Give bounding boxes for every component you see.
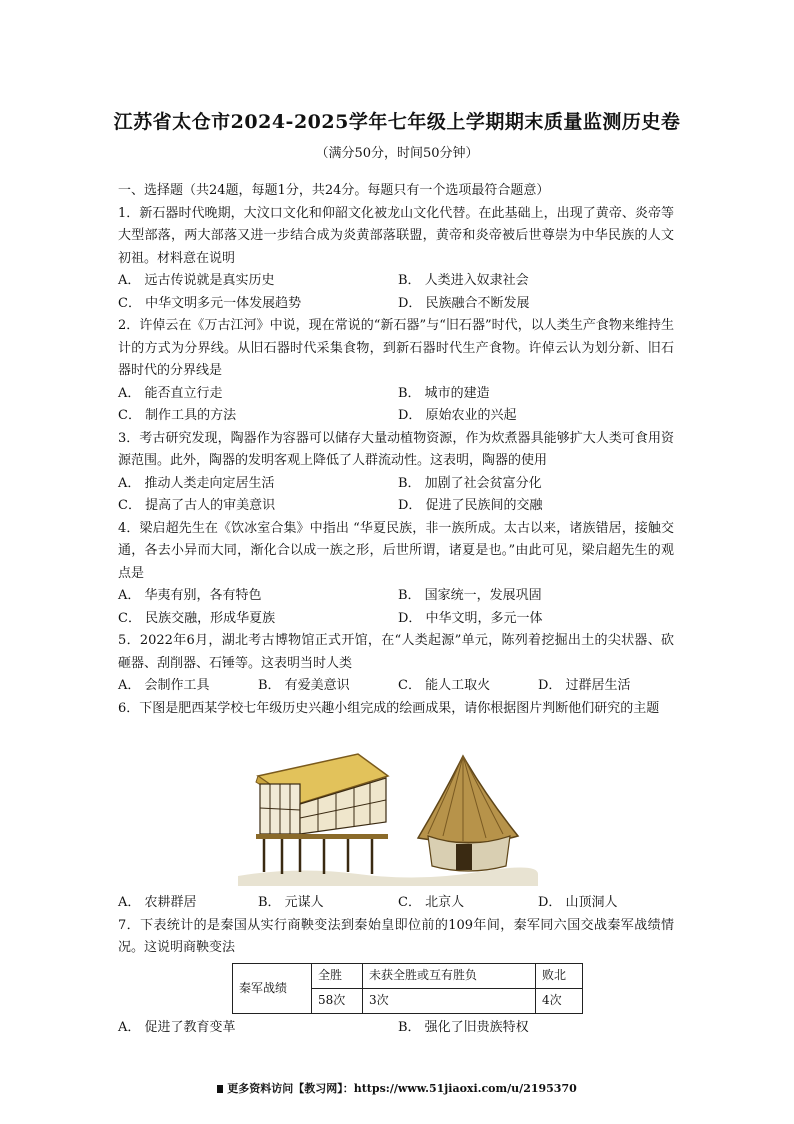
question-3-options — [118, 473, 674, 518]
option: C． 中华文明多元一体发展趋势 — [118, 295, 302, 311]
option: A． 华夷有别，各有特色 — [118, 588, 262, 603]
option: B． 城市的建造 — [398, 385, 490, 401]
option: A． 促进了教育变革 — [118, 1019, 236, 1035]
option: A． 农耕群居 — [118, 895, 197, 910]
option: D． 山顶洞人 — [538, 895, 618, 910]
question-7-options — [118, 1017, 674, 1040]
table-header-cell: 全胜 — [312, 963, 363, 988]
question-4-options — [118, 585, 674, 630]
option: A． 远古传说就是真实历史 — [118, 273, 275, 288]
footer — [0, 1080, 794, 1096]
option: D． 过群居生活 — [538, 678, 631, 693]
option: D． 中华文明，多元一体 — [398, 610, 543, 626]
table-cell: 58次 — [312, 988, 363, 1013]
option: B． 有爱美意识 — [258, 678, 350, 693]
option: D． 民族融合不断发展 — [398, 295, 530, 311]
option: B． 加剧了社会贫富分化 — [398, 475, 542, 491]
option: C． 能人工取火 — [398, 678, 491, 693]
question-5-options — [118, 675, 674, 698]
question-2-options — [118, 383, 674, 428]
question-2-stem: 2．许倬云在《万古江河》中说，现在常说的“新石器”与“旧石器”时代，以人类生产食物来维持生计的方式为分界线。从旧石器时代采集食物，到新石器时代生产食物。许倬云认为划分新、旧石器时代的分界线是 — [118, 318, 674, 378]
option: C． 北京人 — [398, 895, 465, 910]
option: B． 元谋人 — [258, 895, 324, 910]
flag-icon — [217, 1085, 223, 1093]
table-header-cell: 未获全胜或互有胜负 — [363, 963, 536, 988]
option: B． 人类进入奴隶社会 — [398, 273, 529, 288]
table-cell: 4次 — [536, 988, 583, 1013]
dwellings-illustration — [118, 720, 674, 892]
table-row — [233, 963, 583, 988]
question-3-stem: 3．考古研究发现，陶器作为容器可以储存大量动植物资源，作为炊煮器具能够扩大人类可食用资源范围。此外，陶器的发明客观上降低了人群流动性。这表明，陶器的使用 — [118, 430, 674, 468]
question-5-stem: 5．2022年6月，湖北考古博物馆正式开馆，在“人类起源”单元，陈列着挖掘出土的尖状器、砍砸器、刮削器、石锤等。这表明当时人类 — [118, 633, 674, 671]
ancient-dwellings-drawing — [238, 726, 538, 886]
option: D． 促进了民族间的交融 — [398, 498, 543, 513]
question-6-options — [118, 892, 674, 915]
option: A． 能否直立行走 — [118, 385, 223, 401]
question-7-stem: 7．下表统计的是秦国从实行商鞅变法到秦始皇即位前的109年间，秦军同六国交战秦军战绩情况。这说明商鞅变法 — [118, 917, 674, 955]
thatched-hut-icon — [418, 756, 518, 871]
stilt-house-icon — [256, 754, 388, 874]
table-header-cell: 败北 — [536, 963, 583, 988]
option: D． 原始农业的兴起 — [398, 408, 517, 423]
page-subtitle: （满分50分，时间50分钟） — [315, 146, 479, 161]
option: C． 提高了古人的审美意识 — [118, 498, 276, 513]
page-title: 江苏省太仓市2024-2025学年七年级上学期期末质量监测历史卷 — [113, 111, 681, 133]
option: A． 会制作工具 — [118, 678, 210, 693]
table-cell: 3次 — [363, 988, 536, 1013]
section-heading: 一、选择题（共24题，每题1分，共24分。每题只有一个选项最符合题意） — [118, 183, 550, 198]
battle-record-table — [232, 963, 583, 1014]
table-row-header: 秦军战绩 — [233, 963, 312, 1013]
option: C． 制作工具的方法 — [118, 408, 237, 423]
footer-link-text[interactable]: 更多资料访问【教习网】：https://www.51jiaoxi.com/u/2195370 — [227, 1082, 577, 1095]
question-1-stem: 1．新石器时代晚期，大汶口文化和仰韶文化被龙山文化代替。在此基础上，出现了黄帝、炎帝等大型部落，两大部落又进一步结合成为炎黄部落联盟，黄帝和炎帝被后世尊崇为中华民族的人文初祖。材料意在说明 — [118, 205, 674, 266]
exam-content — [118, 180, 674, 1039]
question-6-stem: 6．下图是肥西某学校七年级历史兴趣小组完成的绘画成果，请你根据图片判断他们研究的主题 — [118, 700, 660, 716]
option: A． 推动人类走向定居生活 — [118, 475, 275, 491]
question-1-options — [118, 270, 674, 315]
option: C． 民族交融，形成华夏族 — [118, 610, 276, 626]
question-4-stem: 4．梁启超先生在《饮冰室合集》中指出 “华夏民族，非一族所成。太古以来，诸族错居，接触交通，各去小异而大同，渐化合以成一族之形，后世所谓，诸夏是也。”由此可见，梁启超先生的观点是 — [118, 520, 674, 581]
option: B． 国家统一，发展巩固 — [398, 588, 542, 603]
option: B． 强化了旧贵族特权 — [398, 1019, 529, 1035]
